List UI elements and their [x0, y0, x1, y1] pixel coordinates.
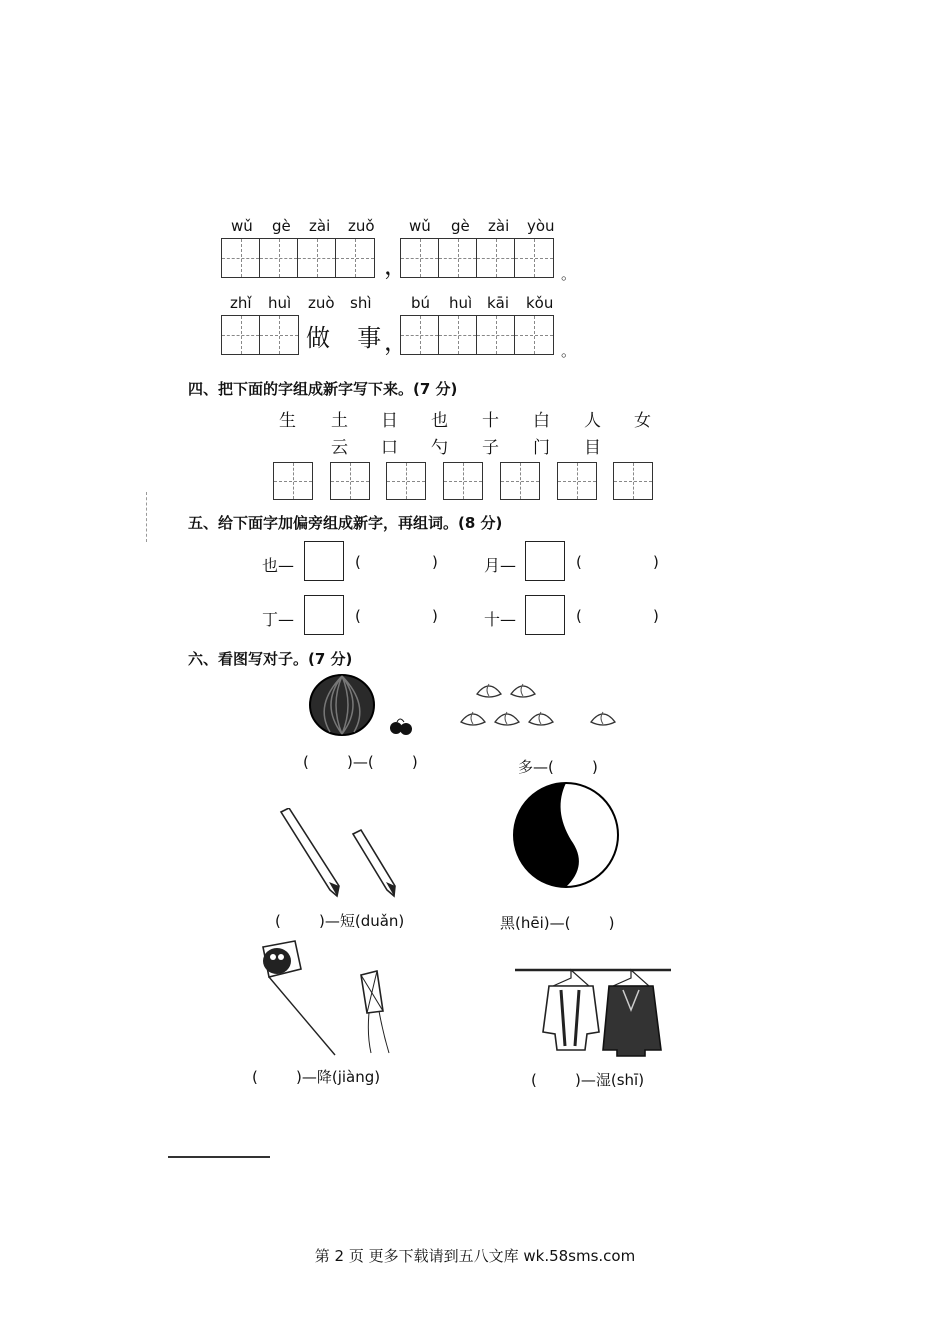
caption-2: 多—( ) [518, 758, 598, 776]
pinyin: wǔ [231, 217, 253, 235]
char: 也 [431, 411, 448, 431]
char: 云 [331, 438, 348, 458]
comma: ， [384, 252, 408, 280]
char: 女 [634, 411, 651, 431]
pinyin: gè [451, 217, 470, 235]
paren-right: ) [432, 607, 438, 625]
caption-4: 黑(hēi)—( ) [500, 914, 615, 932]
section5-title: 五、给下面字加偏旁组成新字，再组词。(8 分) [188, 514, 503, 532]
char: 口 [381, 438, 398, 458]
char: 勺 [431, 438, 448, 458]
caption-5: ( )—降(jiàng) [252, 1068, 381, 1086]
scan-line-divider [168, 1156, 270, 1158]
pinyin: kāi [487, 294, 510, 312]
pinyin: yòu [527, 217, 555, 235]
pinyin: zhǐ [230, 294, 252, 312]
char: 十 [482, 411, 499, 431]
pinyin: huì [268, 294, 292, 312]
char: 生 [279, 411, 296, 431]
paren-right: ) [653, 553, 659, 571]
pinyin: zuò [308, 294, 335, 312]
pinyin: zài [309, 217, 331, 235]
clothes-rack-illustration [513, 962, 673, 1057]
paren-left: ( [355, 553, 361, 571]
caption-1: ( )—( ) [303, 753, 418, 771]
section6-title: 六、看图写对子。(7 分) [188, 650, 353, 668]
radical-box[interactable] [525, 595, 565, 635]
pinyin: zài [488, 217, 510, 235]
black-white-circle-illustration [511, 780, 621, 890]
answer-box[interactable] [386, 462, 426, 500]
page-footer: 第 2 页 更多下载请到五八文库 wk.58sms.com [314, 1247, 636, 1265]
item-char: 十— [484, 610, 517, 629]
paren-left: ( [576, 607, 582, 625]
char: 土 [331, 411, 348, 431]
period: 。 [561, 342, 577, 360]
pinyin: gè [272, 217, 291, 235]
watermelon-cherries-illustration [300, 672, 420, 742]
item-char: 也— [262, 556, 295, 575]
period: 。 [561, 265, 577, 283]
char: 门 [533, 438, 550, 458]
item-char: 丁— [262, 610, 295, 629]
radical-box[interactable] [525, 541, 565, 581]
pencils-illustration [275, 808, 405, 898]
writing-grid[interactable] [221, 238, 375, 278]
char: 日 [381, 411, 398, 431]
pinyin: wǔ [409, 217, 431, 235]
char: 目 [584, 438, 601, 458]
answer-box[interactable] [273, 462, 313, 500]
pinyin: shì [350, 294, 372, 312]
char: 人 [584, 411, 601, 431]
section4-title: 四、把下面的字组成新字写下来。(7 分) [188, 380, 458, 398]
caption-6: ( )—湿(shī) [531, 1071, 645, 1089]
paren-right: ) [653, 607, 659, 625]
answer-box[interactable] [557, 462, 597, 500]
char: 白 [533, 411, 550, 431]
pinyin: zuǒ [348, 217, 375, 235]
answer-box[interactable] [613, 462, 653, 500]
writing-grid[interactable] [400, 315, 554, 355]
writing-grid[interactable] [400, 238, 554, 278]
kites-illustration [243, 935, 413, 1060]
pinyin: bú [411, 294, 431, 312]
peaches-illustration [455, 676, 625, 736]
answer-box[interactable] [330, 462, 370, 500]
pinyin: huì [449, 294, 473, 312]
item-char: 月— [484, 556, 517, 575]
paren-right: ) [432, 553, 438, 571]
caption-3: ( )—短(duǎn) [275, 912, 405, 930]
fixed-text: 做 事 [306, 324, 386, 352]
comma: ， [384, 328, 408, 356]
paren-left: ( [576, 553, 582, 571]
scan-mark [146, 492, 148, 542]
answer-box[interactable] [500, 462, 540, 500]
writing-grid[interactable] [221, 315, 299, 355]
char: 子 [482, 438, 499, 458]
radical-box[interactable] [304, 595, 344, 635]
answer-box[interactable] [443, 462, 483, 500]
radical-box[interactable] [304, 541, 344, 581]
pinyin: kǒu [526, 294, 554, 312]
paren-left: ( [355, 607, 361, 625]
